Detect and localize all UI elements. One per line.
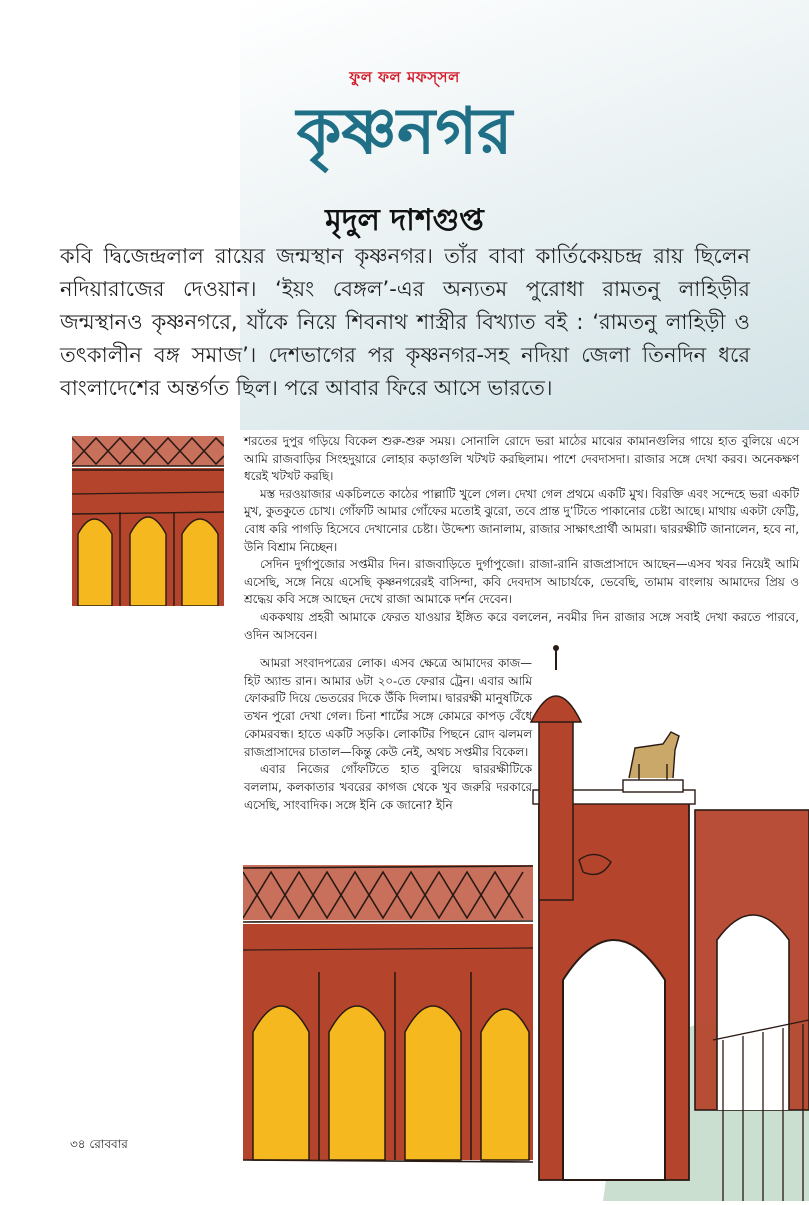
- body-paragraph-4: এককথায় প্রহরী আমাকে ফেরত যাওয়ার ইঙ্গিত করে বললেন, নবমীর দিন রাজার সঙ্গে সবাই দেখা করতে পারবে, ওদিন আসবেন।: [244, 609, 799, 642]
- body-paragraph-5: আমরা সংবাদপত্রের লোক। এসব ক্ষেত্রে আমাদের কাজ—হিট অ্যান্ড রান। আমার ৬টা ২০-তে ফেরার ট্রেন। এবার আমি ফোকরটি দিয়ে ভেতরের দিকে উঁকি দিলাম। দ্বাররক্ষী মানুষটিকে তখন পুরো দেখা গেল। চিনা শার্টের সঙ্গে কোমরে কাপড় বেঁধে কোমরবন্ধ। হাতে একটি সড়কি। লোকটির পিছনে রোদ ঝলমল রাজপ্রাসাদের চাতাল—কিন্তু কেউ নেই, অথচ সপ্তমীর বিকেল।: [244, 656, 532, 759]
- author-name: মৃদুল দাশগুপ্ত: [325, 203, 484, 238]
- article-title: কৃষ্ণনগর: [296, 94, 513, 169]
- article-body-wide: [244, 433, 799, 644]
- article-body-narrow: [244, 655, 532, 814]
- arch-detail-illustration: [72, 434, 224, 606]
- body-paragraph-6: এবার নিজের গোঁফটিতে হাত বুলিয়ে দ্বাররক্ষীটিকে বললাম, কলকাতার খবরের কাগজ থেকে খুব জরুরি দরকারে এসেছি, সাংবাদিক। সঙ্গে ইনি কে জানো? ইনি: [244, 762, 532, 812]
- page-folio: ৩৪ রোববার: [70, 1137, 128, 1151]
- section-kicker: ফুল ফল মফস্‌সল: [349, 68, 460, 86]
- body-paragraph-2: মস্ত দরওয়াজার একচিলতে কাঠের পাল্লাটি খুলে গেল। দেখা গেল প্রথমে একটি মুখ। বিরক্তি এবং সন্দেহে ভরা একটি মুখ, কুতকুতে চোখ। গোঁফটি আমার গোঁফের মতোই ঝুরো, তবে প্রান্ত দু’টিতে পাকানোর চেষ্টা আছে। মাথায় একটা ফেট্টি, বোধ করি পাগড়ি হিসেবে দেখানোর চেষ্টা। উদ্দেশ্য জানালাম, রাজার সাক্ষাৎপ্রার্থী আমরা। দ্বাররক্ষীটি জানালেন, হবে না, উনি বিশ্রাম নিচ্ছেন।: [244, 486, 799, 554]
- intro-paragraph: কবি দ্বিজেন্দ্রলাল রায়ের জন্মস্থান কৃষ্ণনগর। তাঁর বাবা কার্তিকেয়চন্দ্র রায় ছিলেন নদিয়ারাজের দেওয়ান। ‘ইয়ং বেঙ্গল’-এর অন্যতম পুরোধা রামতনু লাহিড়ীর জন্মস্থানও কৃষ্ণনগরে, যাঁকে নিয়ে শিবনাথ শাস্ত্রীর বিখ্যাত বই : ‘রামতনু লাহিড়ী ও তৎকালীন বঙ্গ সমাজ’। দেশভাগের পর কৃষ্ণনগর-সহ নদিয়া জেলা তিনদিন ধরে বাংলাদেশের অন্তর্গত ছিল। পরে আবার ফিরে আসে ভারতে।: [60, 244, 750, 400]
- body-paragraph-3: সেদিন দুর্গাপুজোর সপ্তমীর দিন। রাজবাড়িতে দুর্গাপুজো। রাজা-রানি রাজপ্রাসাদে আছেন—এসব খবর নিয়েই আমি এসেছি, সঙ্গে নিয়ে এসেছি কৃষ্ণনগরেরই বাসিন্দা, কবি দেবদাস আচার্যকে, ভেবেছি, তামাম বাংলায় আমাদের প্রিয় ও শ্রদ্ধেয় কবি সঙ্গে আছেন দেখে রাজা আমাকে দর্শন দেবেন।: [244, 557, 799, 607]
- body-paragraph-1: শরতের দুপুর গড়িয়ে বিকেল শুরু-শুরু সময়। সোনালি রোদে ভরা মাঠের মাঝের কামানগুলির গায়ে হাত বুলিয়ে এসে আমি রাজবাড়ির সিংহদুয়ারে লোহার কড়াগুলি খটখট করছিলাম। পাশে দেবদাসদা। রাজার সঙ্গে দেখা করব। অনেকক্ষণ ধরেই খটখট করছি।: [244, 434, 799, 484]
